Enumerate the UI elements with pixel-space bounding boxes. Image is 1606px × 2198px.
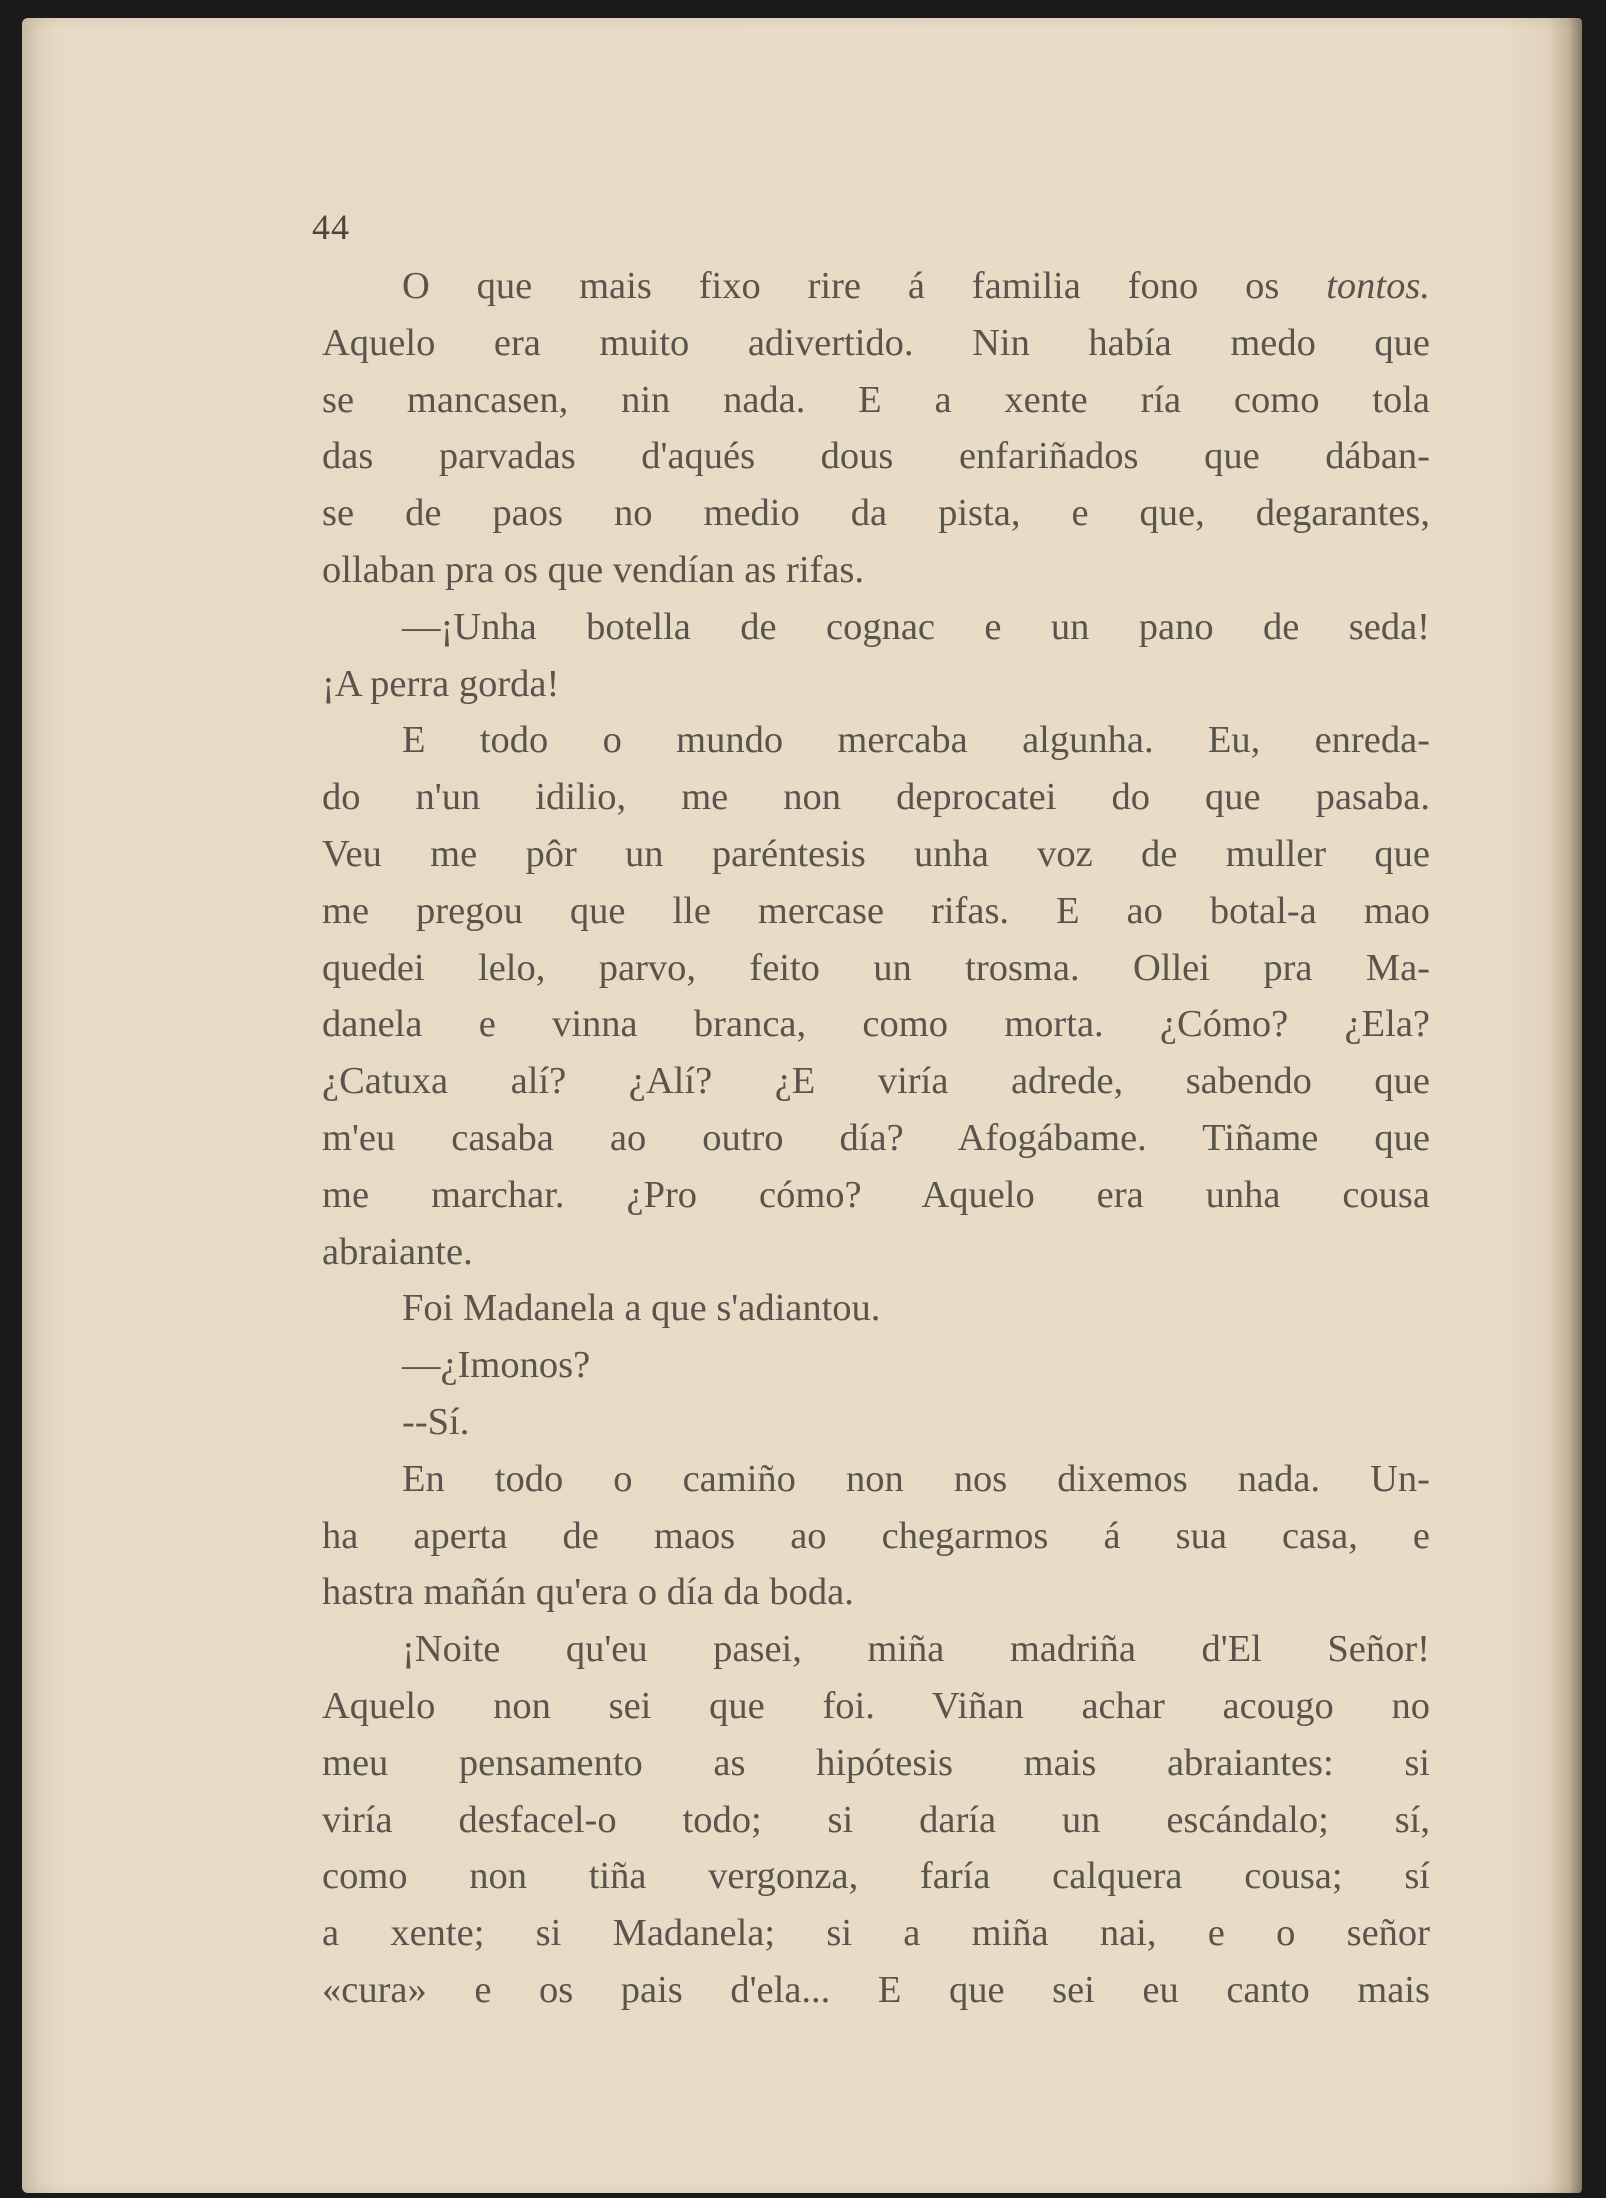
text-line: do n'un idilio, me non deprocatei do que pasaba. (322, 776, 1430, 819)
text-line: me pregou que lle mercase rifas. E ao botal-a mao (322, 889, 1430, 932)
text-line: Aquelo era muito adivertido. Nin había medo que (322, 321, 1430, 364)
text-line: ollaban pra os que vendían as rifas. (322, 548, 865, 591)
text-line: se mancasen, nin nada. E a xente ría como tola (322, 378, 1430, 421)
text-line: m'eu casaba ao outro día? Afogábame. Tiñame que (322, 1116, 1430, 1159)
text-line: viría desfacel-o todo; si daría un escándalo; sí, (322, 1798, 1430, 1841)
text-line: ha aperta de maos ao chegarmos á sua casa, e (322, 1514, 1430, 1557)
text-line: —¡Unha botella de cognac e un pano de seda! (402, 605, 1430, 648)
text-line: Foi Madanela a que s'adiantou. (402, 1287, 881, 1330)
text-line: a xente; si Madanela; si a miña nai, e o señor (322, 1912, 1430, 1955)
text-line: meu pensamento as hipótesis mais abraiantes: si (322, 1741, 1430, 1784)
page-number: 44 (312, 207, 350, 247)
page-edge-shadow (1548, 18, 1582, 2193)
text-line: En todo o camiño non nos dixemos nada. Un- (402, 1457, 1430, 1500)
text-line: abraiante. (322, 1230, 473, 1273)
body-text (322, 258, 1430, 2019)
text-line: hastra mañán qu'era o día da boda. (322, 1571, 854, 1614)
text-line: O que mais fixo rire á familia fono os tontos. (402, 265, 1430, 307)
text-line: ¡A perra gorda! (322, 662, 560, 705)
text-line: quedei lelo, parvo, feito un trosma. Ollei pra Ma- (322, 946, 1430, 989)
text-line: das parvadas d'aqués dous enfariñados que dában- (322, 435, 1430, 478)
text-line: E todo o mundo mercaba algunha. Eu, enreda- (402, 719, 1430, 762)
text-line: Aquelo non sei que foi. Viñan achar acougo no (322, 1684, 1430, 1727)
text-line: «cura» e os pais d'ela... E que sei eu canto mais (322, 1968, 1430, 2011)
text-line: Veu me pôr un paréntesis unha voz de muller que (322, 832, 1430, 875)
text-line: me marchar. ¿Pro cómo? Aquelo era unha cousa (322, 1173, 1430, 1216)
italic-word: tontos. (1326, 265, 1430, 307)
book-page (22, 18, 1582, 2193)
text-line: ¡Noite qu'eu pasei, miña madriña d'El Señor! (402, 1628, 1430, 1671)
text-line: como non tiña vergonza, faría calquera cousa; sí (322, 1855, 1430, 1898)
text-line: se de paos no medio da pista, e que, degarantes, (322, 492, 1430, 535)
text-line: --Sí. (402, 1400, 470, 1443)
text-line: ¿Catuxa alí? ¿Alí? ¿E viría adrede, sabendo que (322, 1060, 1430, 1103)
text-line: danela e vinna branca, como morta. ¿Cómo? ¿Ela? (322, 1003, 1430, 1046)
text-line: —¿Imonos? (402, 1344, 591, 1387)
